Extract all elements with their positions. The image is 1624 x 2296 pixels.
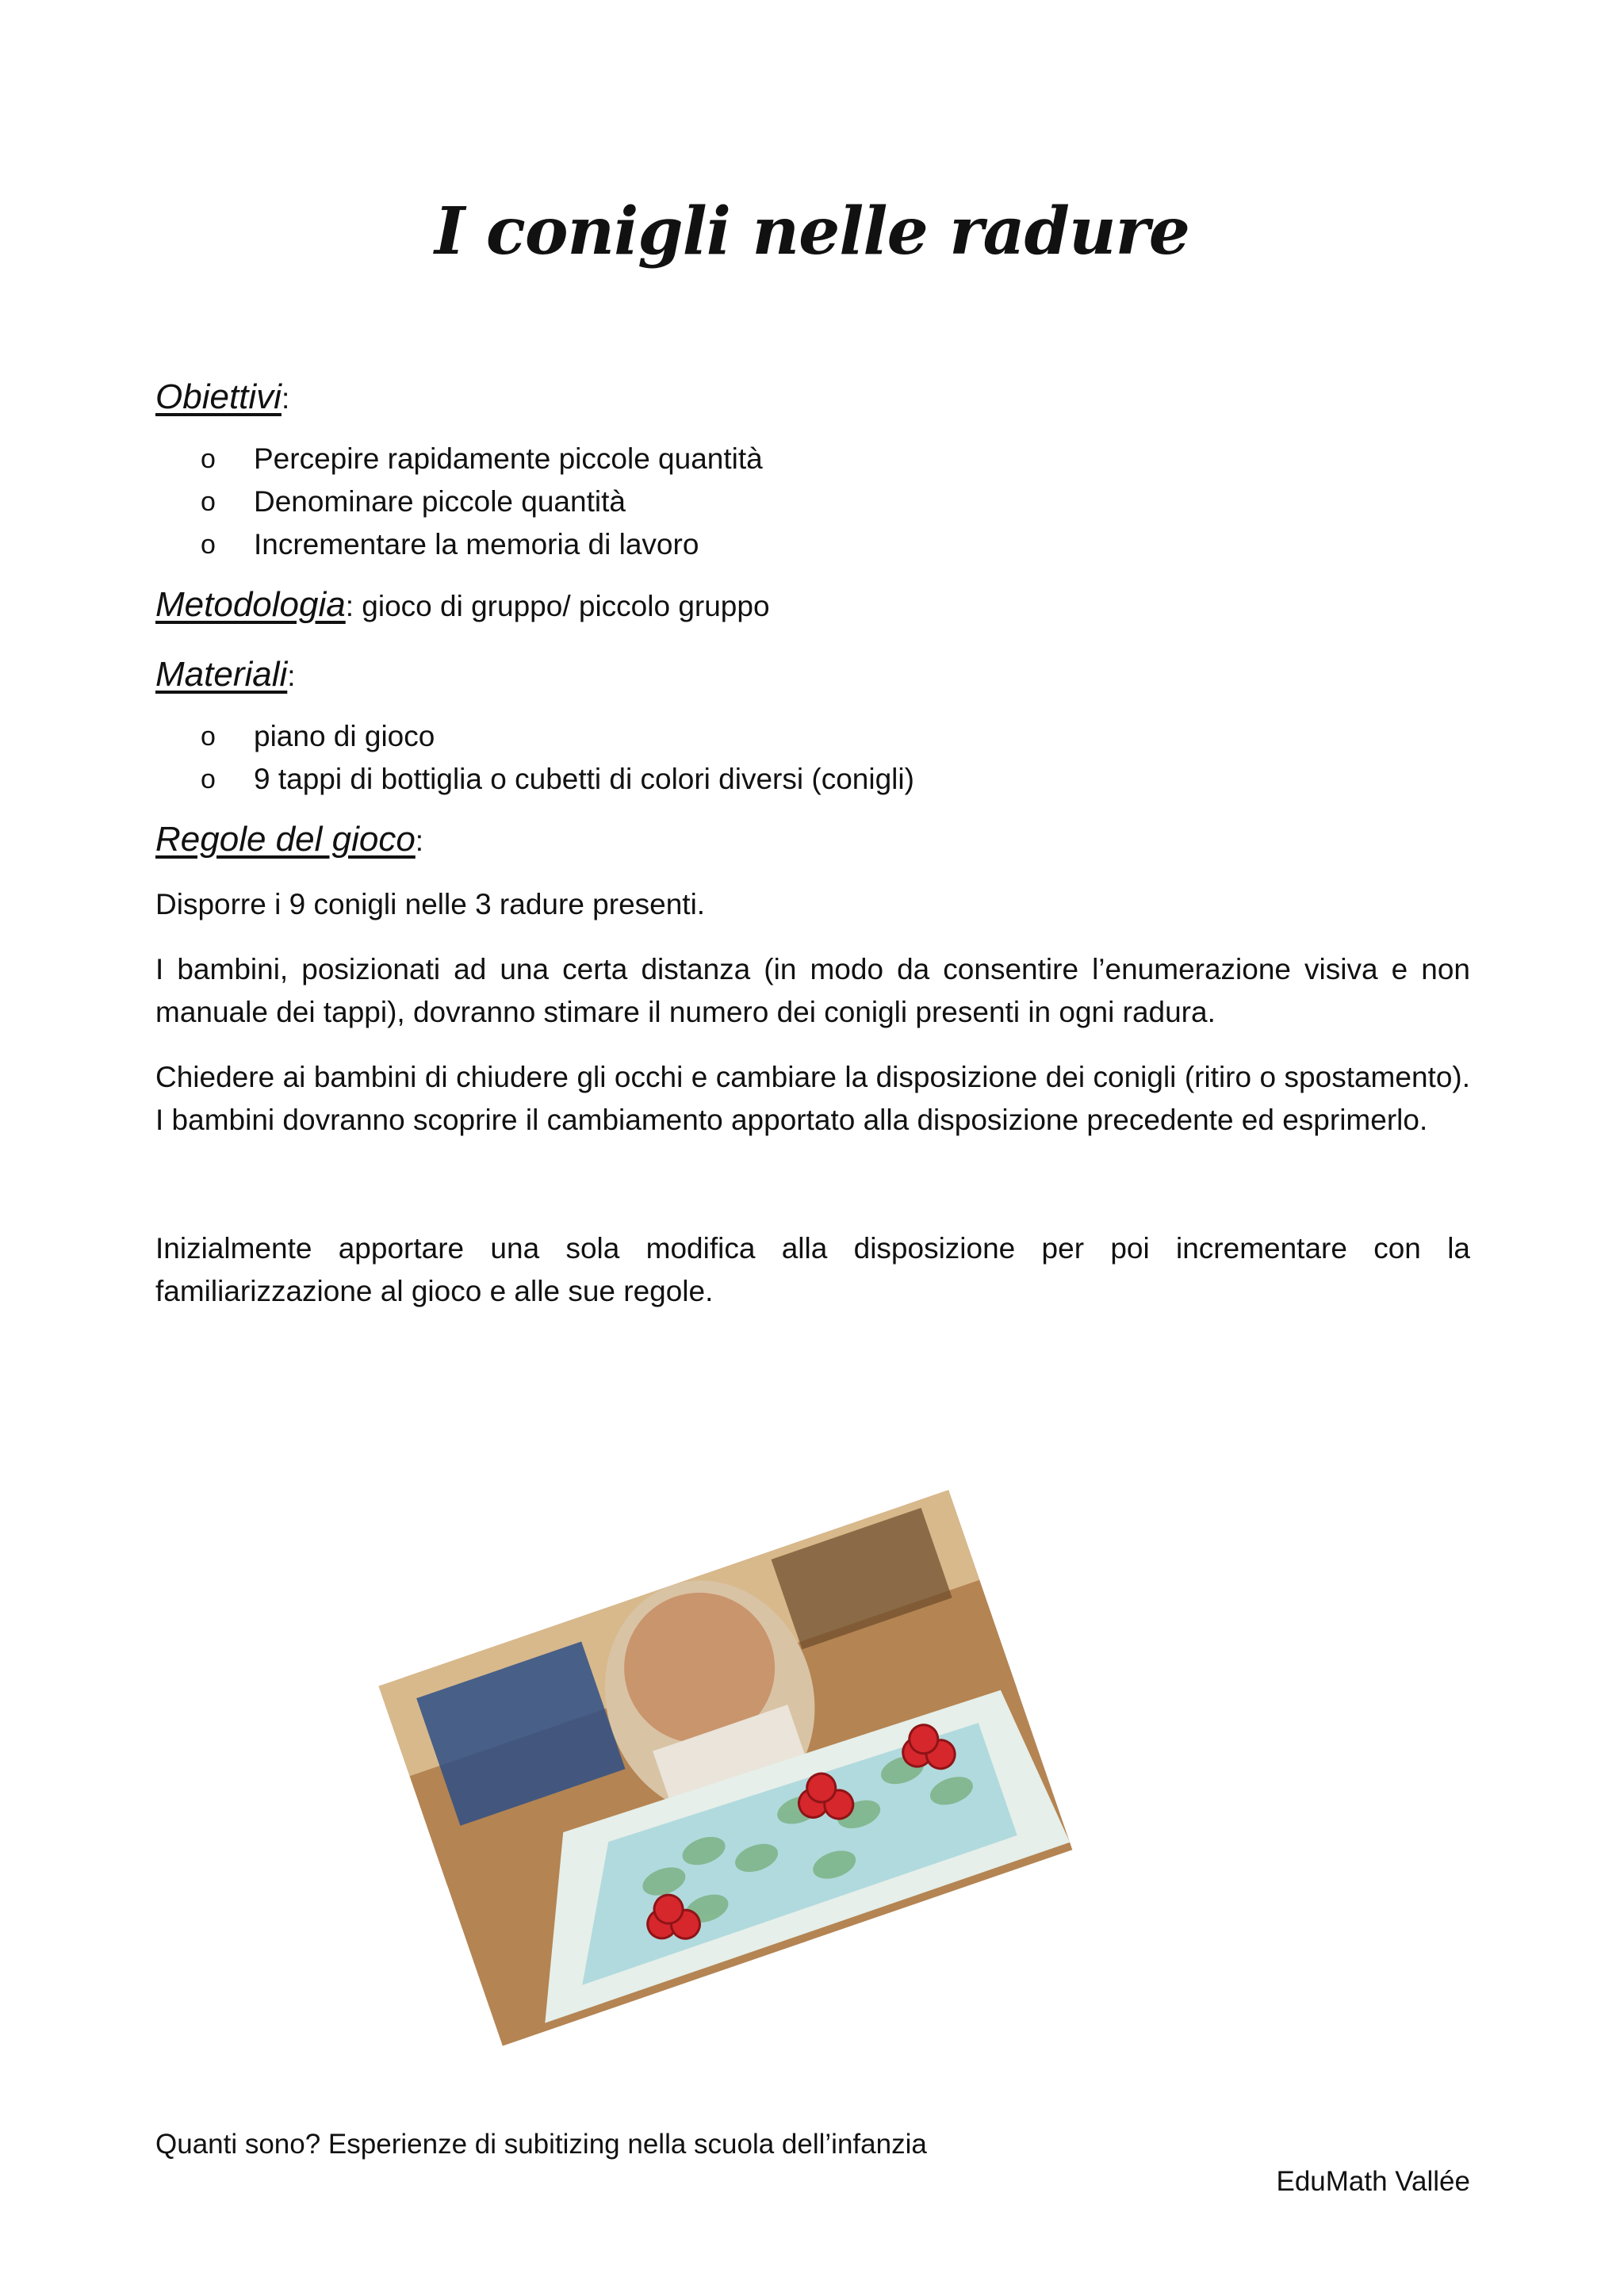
game-photo [379, 1490, 1073, 2045]
rules-paragraph: Chiedere ai bambini di chiudere gli occhi e cambiare la disposizione dei conigli (ritiro o spostamento). I bambini dovranno scoprire il cambiamento apportato alla disposizione precedente ed esprimerlo. [155, 1061, 1470, 1136]
bullet-circle-icon: o [201, 721, 216, 752]
bullet-circle-icon: o [201, 530, 216, 560]
list-item: o Denominare piccole quantità [254, 480, 1470, 523]
obiettivi-list [155, 438, 1470, 566]
bullet-circle-icon: o [201, 487, 216, 517]
bullet-circle-icon: o [201, 444, 216, 474]
heading-metodologia: Metodologia: gioco di gruppo/ piccolo gruppo [155, 585, 770, 624]
document-body [155, 373, 1470, 1335]
heading-regole: Regole del gioco: [155, 820, 424, 859]
footer-right-text: EduMath Vallée [1276, 2166, 1470, 2197]
list-item: o 9 tappi di bottiglia o cubetti di colori diversi (conigli) [254, 758, 1470, 801]
materiali-list [155, 715, 1470, 801]
list-item: o Incrementare la memoria di lavoro [254, 523, 1470, 566]
rules-paragraph: Inizialmente apportare una sola modifica alla disposizione per poi incrementare con la familiarizzazione al gioco e alle sue regole. [155, 1232, 1470, 1307]
list-item: o piano di gioco [254, 715, 1470, 758]
rules-paragraph: I bambini, posizionati ad una certa distanza (in modo da consentire l’enumerazione visiva e non manuale dei tappi), dovranno stimare il numero dei conigli presenti in ogni radura. [155, 953, 1470, 1028]
game-photo-illustration [379, 1490, 1073, 2045]
heading-materiali: Materiali: [155, 655, 296, 694]
list-item: o Percepire rapidamente piccole quantità [254, 438, 1470, 480]
footer-left-text: Quanti sono? Esperienze di subitizing nella scuola dell’infanzia [155, 2129, 927, 2160]
heading-obiettivi: Obiettivi: [155, 377, 290, 416]
page-title: I conigli nelle radure [435, 193, 1189, 270]
bullet-circle-icon: o [201, 764, 216, 794]
spacer [155, 1164, 1470, 1227]
rules-paragraph: Disporre i 9 conigli nelle 3 radure presenti. [155, 888, 706, 920]
